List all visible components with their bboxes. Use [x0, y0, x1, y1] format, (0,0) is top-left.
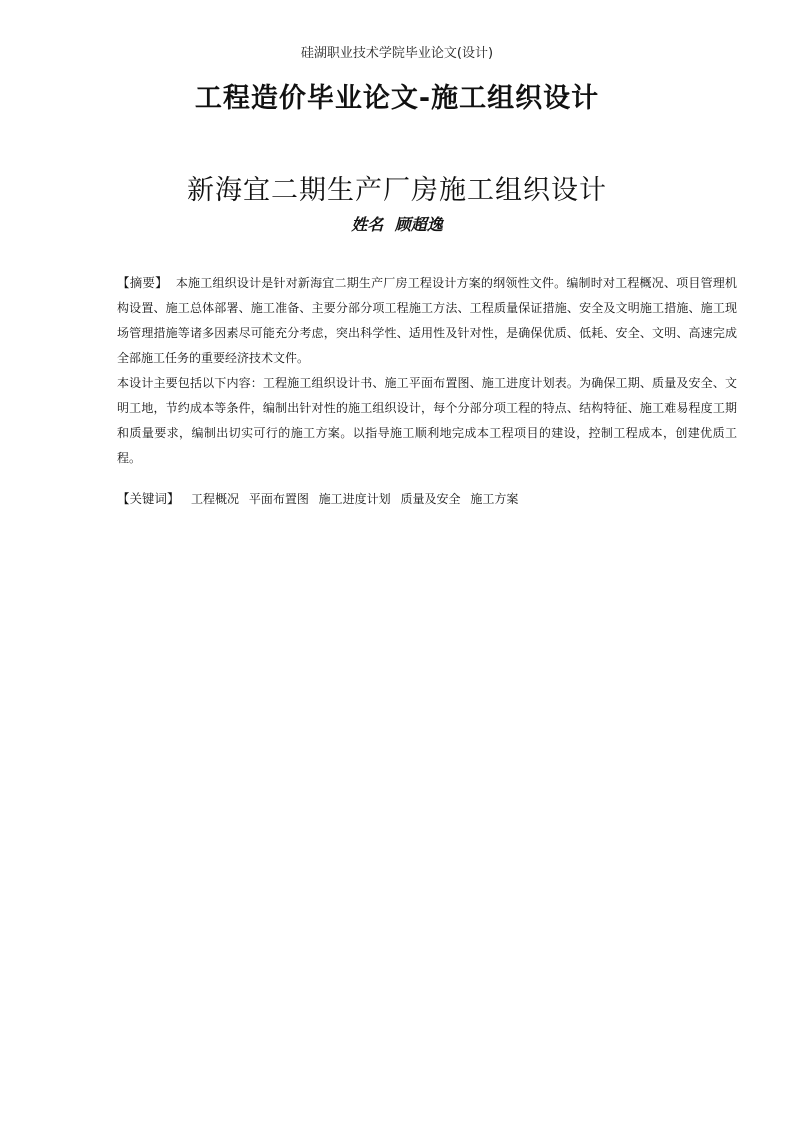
abstract-text-1: 本施工组织设计是针对新海宜二期生产厂房工程设计方案的纲领性文件。编制时对工程概况、项目管理机构设置、施工总体部署、施工准备、主要分部分项工程施工方法、工程质量保证措施、安全及文明施工措施、施工现场管理措施等诸多因素尽可能充分考虑，突出科学性、适用性及针对性，是确保优质、低耗、安全、文明、高速完成全部施工任务的重要经济技术文件。 — [117, 276, 737, 365]
abstract-section — [117, 270, 737, 471]
abstract-text-2: 本设计主要包括以下内容：工程施工组织设计书、施工平面布置图、施工进度计划表。为确保工期、质量及安全、文明工地，节约成本等条件，编制出针对性的施工组织设计，每个分部分项工程的特点、结构特征、施工难易程度工期和质量要求，编制出切实可行的施工方案。以指导施工顺利地完成本工程项目的建设，控制工程成本，创建优质工程。 — [117, 376, 737, 465]
keywords-tag: 【关键词】 — [117, 491, 180, 506]
document-subtitle: 新海宜二期生产厂房施工组织设计 — [187, 175, 607, 206]
document-title: 工程造价毕业论文-施工组织设计 — [194, 83, 600, 114]
keywords-section — [117, 489, 737, 509]
keyword-item: 施工方案 — [470, 492, 519, 506]
keyword-item: 施工进度计划 — [318, 492, 391, 506]
keyword-item: 平面布置图 — [248, 492, 309, 506]
keyword-item: 质量及安全 — [400, 492, 461, 506]
abstract-tag: 【摘要】 — [117, 275, 168, 290]
abstract-paragraph-2 — [117, 371, 737, 471]
author-line — [0, 212, 794, 235]
abstract-paragraph-1 — [117, 270, 737, 371]
keyword-item: 工程概况 — [190, 492, 239, 506]
running-header: 硅湖职业技术学院毕业论文(设计) — [300, 46, 494, 61]
author-name: 顾超逸 — [394, 215, 443, 234]
author-label: 姓名 — [351, 215, 384, 234]
